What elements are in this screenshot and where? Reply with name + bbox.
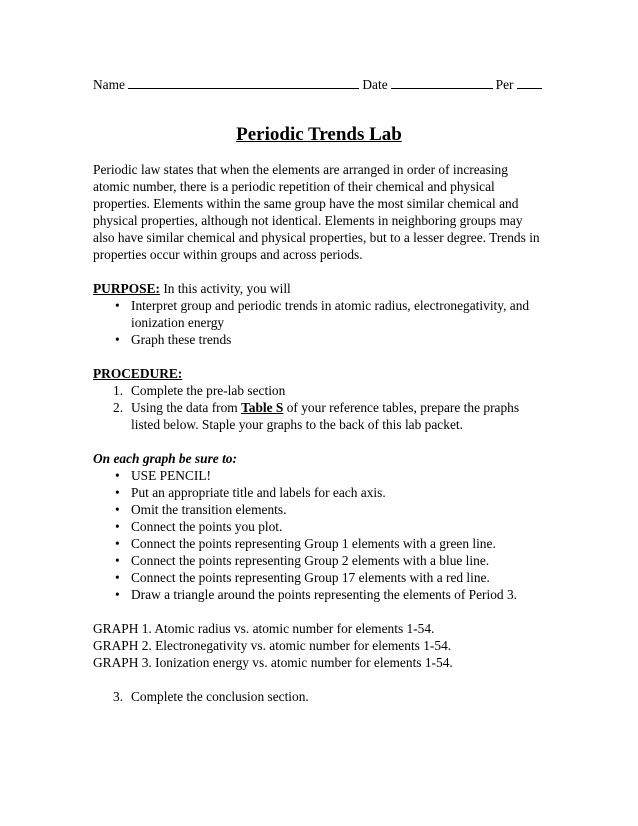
list-item: • Connect the points representing Group 2 elements with a blue line.: [115, 553, 490, 568]
page-title: Periodic Trends Lab: [236, 124, 402, 145]
purpose-section: [93, 280, 545, 348]
bullet-icon: •: [115, 553, 120, 568]
name-label: Name: [93, 77, 125, 92]
bullet-icon: •: [115, 298, 120, 313]
bullet-icon: •: [115, 519, 120, 534]
bullet-icon: •: [115, 570, 120, 585]
graph-rules-heading: On each graph be sure to:: [93, 451, 237, 466]
date-blank: [391, 76, 493, 89]
bullet-icon: •: [115, 536, 120, 551]
list-item: • Put an appropriate title and labels for each axis.: [115, 485, 386, 500]
list-item: • Omit the transition elements.: [115, 502, 287, 517]
graph-2-line: GRAPH 2. Electronegativity vs. atomic number for elements 1-54.: [93, 638, 452, 653]
list-item: • Connect the points representing Group 17 elements with a red line.: [115, 570, 490, 585]
list-item: 1. Complete the pre-lab section: [113, 383, 286, 398]
final-step-list: [93, 688, 545, 705]
list-item: • Connect the points representing Group 1 elements with a green line.: [115, 536, 496, 551]
date-label: Date: [362, 77, 388, 92]
worksheet-page: [93, 76, 545, 705]
graph-rules-section: [93, 450, 545, 603]
list-item: • USE PENCIL!: [115, 468, 211, 483]
list-item: 2. Using the data from Table S of your reference tables, prepare the praphs listed below. Staple your graphs to the back of this lab packet.: [113, 400, 520, 432]
student-info-line: [93, 76, 545, 93]
list-item: • Draw a triangle around the points representing the elements of Period 3.: [115, 587, 517, 602]
intro-paragraph: Periodic law states that when the elements are arranged in order of increasing atomic number, there is a periodic repetition of their chemical and physical properties. Elements within the same group have the most similar chemical and physical properties, although not identical. Elements in neighboring groups may also have similar chemical and physical properties, but to a lesser degree. Trends in properties occur within groups and across periods.: [93, 162, 540, 262]
list-item: • Graph these trends: [115, 332, 232, 347]
name-blank: [128, 76, 359, 89]
graph-rules-list: [93, 467, 545, 603]
list-item: • Interpret group and periodic trends in atomic radius, electronegativity, and ionization energy: [115, 298, 530, 330]
step-number: 1.: [113, 383, 124, 398]
bullet-icon: •: [115, 485, 120, 500]
step-number: 3.: [113, 689, 124, 704]
step-number: 2.: [113, 400, 124, 415]
list-item: • Connect the points you plot.: [115, 519, 283, 534]
table-s-reference: Table S: [241, 400, 284, 415]
purpose-heading: PURPOSE:: [93, 281, 160, 296]
purpose-list: [93, 297, 545, 348]
bullet-icon: •: [115, 332, 120, 347]
per-label: Per: [495, 77, 514, 92]
purpose-text: In this activity, you will: [159, 281, 291, 296]
graph-3-line: GRAPH 3. Ionization energy vs. atomic number for elements 1-54.: [93, 655, 453, 670]
purpose-line: [93, 280, 545, 297]
procedure-heading: PROCEDURE:: [93, 366, 183, 381]
bullet-icon: •: [115, 502, 120, 517]
graph-1-line: GRAPH 1. Atomic radius vs. atomic number for elements 1-54.: [93, 621, 435, 636]
procedure-list: [93, 382, 545, 433]
period-blank: [517, 76, 543, 89]
bullet-icon: •: [115, 587, 120, 602]
procedure-section: [93, 365, 545, 433]
graph-list: [93, 620, 545, 671]
bullet-icon: •: [115, 468, 120, 483]
list-item: 3. Complete the conclusion section.: [113, 689, 309, 704]
